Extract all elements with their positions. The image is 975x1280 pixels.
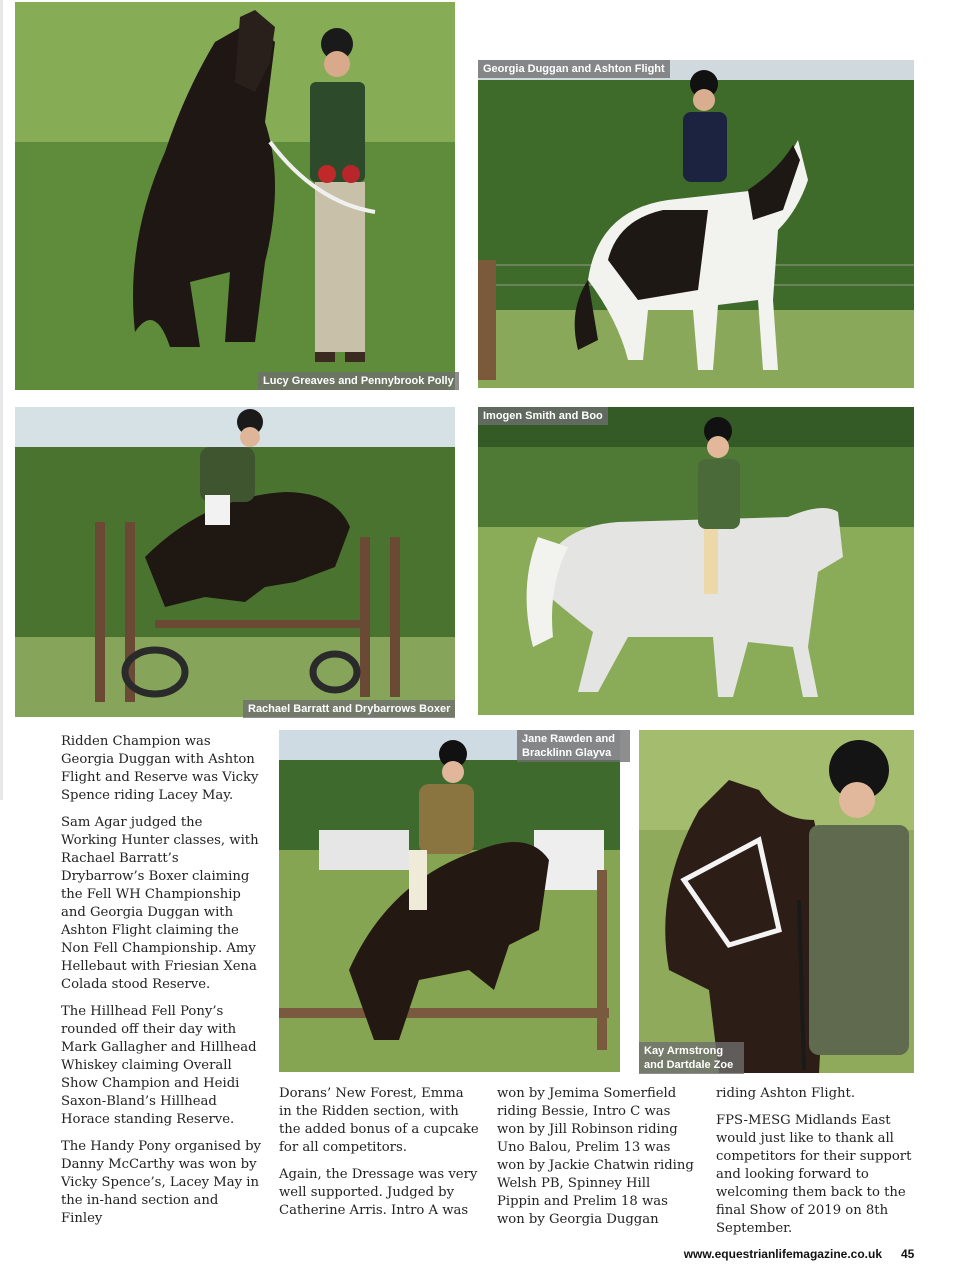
caption-p6-line1: Kay Armstrong: [644, 1045, 724, 1057]
caption-p5: [517, 730, 630, 762]
article-column-4: [716, 1085, 921, 1247]
photo-image: [478, 407, 914, 715]
photo-jane-rawden: [279, 730, 620, 1072]
article-paragraph: Dorans’ New Forest, Emma in the Ridden section, with the added bonus of a cupcake for all competitors.: [279, 1086, 479, 1155]
photo-kay-armstrong: [639, 730, 914, 1073]
article-paragraph: Again, the Dressage was very well supported. Judged by Catherine Arris. Intro A was: [279, 1167, 478, 1218]
caption-p5-line1: Jane Rawden and: [522, 733, 615, 745]
page-number: 45: [901, 1247, 915, 1261]
photo-imogen-smith: [478, 407, 914, 715]
caption-p6-line2: and Dartdale Zoe: [644, 1059, 734, 1071]
article-column-3: [497, 1085, 697, 1238]
photo-rachael-barratt: [15, 407, 455, 717]
photo-lucy-greaves: [15, 2, 455, 390]
article-paragraph: won by Jemima Somerfield riding Bessie, Intro C was won by Jill Robinson riding Uno Balou, Prelim 13 was won by Jackie Chatwin riding Welsh PB, Spinney Hill Pippin and Prelim 18 was won by Georgia Duggan: [497, 1086, 694, 1227]
caption-p3: Rachael Barratt and Drybarrows Boxer: [243, 700, 455, 718]
caption-p6: [639, 1042, 744, 1074]
article-column-1: [61, 733, 261, 1237]
caption-p4: Imogen Smith and Boo: [478, 407, 608, 425]
photo-image: [639, 730, 914, 1073]
photo-image: [15, 2, 455, 390]
caption-p5-line2: Bracklinn Glayva: [522, 747, 612, 759]
photo-georgia-duggan: [478, 60, 914, 388]
article-paragraph: Sam Agar judged the Working Hunter classes, with Rachael Barratt’s Drybarrow’s Boxer claiming the Fell WH Championship and Georgia Duggan with Ashton Flight claiming the Non Fell Championship. Amy Hellebaut with Friesian Xena Colada stood Reserve.: [61, 815, 259, 992]
article-column-2: [279, 1085, 479, 1229]
page-edge-rule: [0, 0, 3, 800]
article-paragraph: riding Ashton Flight.: [716, 1086, 856, 1101]
article-paragraph: Ridden Champion was Georgia Duggan with Ashton Flight and Reserve was Vicky Spence riding Lacey May.: [61, 734, 259, 803]
photo-image: [478, 60, 914, 388]
caption-p2: Georgia Duggan and Ashton Flight: [478, 60, 670, 78]
caption-p1: Lucy Greaves and Pennybrook Polly: [258, 372, 459, 390]
article-paragraph: The Handy Pony organised by Danny McCarthy was won by Vicky Spence’s, Lacey May in the in-hand section and Finley: [61, 1139, 261, 1226]
photo-image: [15, 407, 455, 717]
footer-url[interactable]: www.equestrianlifemagazine.co.uk: [683, 1247, 882, 1261]
article-paragraph: FPS-MESG Midlands East would just like to thank all competitors for their support and looking forward to welcoming them back to the final Show of 2019 on 8th September.: [716, 1113, 912, 1236]
photo-image: [279, 730, 620, 1072]
article-paragraph: The Hillhead Fell Pony’s rounded off their day with Mark Gallagher and Hillhead Whiskey claiming Overall Show Champion and Heidi Saxon-Bland’s Hillhead Horace standing Reserve.: [61, 1004, 257, 1127]
